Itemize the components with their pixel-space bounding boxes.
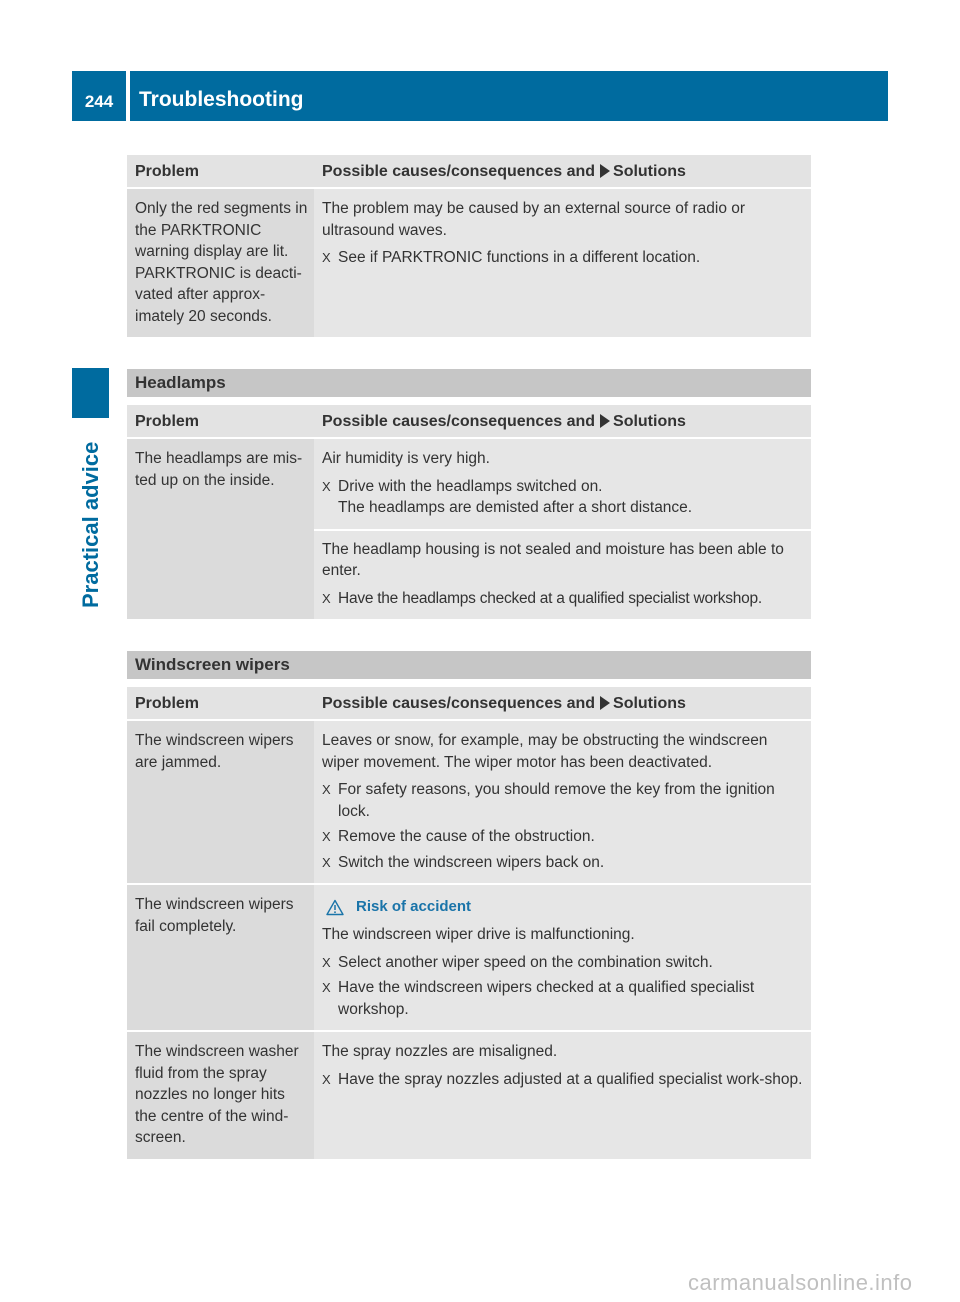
play-arrow-icon [600, 414, 610, 428]
problem-col-header: Problem [135, 413, 200, 430]
table-row [127, 439, 811, 621]
warning-triangle-icon [326, 899, 344, 916]
action-marker-icon: X [322, 980, 331, 995]
header-divider [126, 71, 130, 121]
solution-block [314, 529, 811, 620]
problem-cell: The windscreen wipers fail completely. [127, 885, 314, 1030]
action-step: X Have the windscreen wipers checked at a qualified specialist workshop. [322, 977, 805, 1020]
section-title-wipers: Windscreen wipers [127, 651, 811, 679]
problem-cell: The headlamps are mis-ted up on the inside. [127, 439, 314, 619]
solution-block [314, 439, 811, 529]
action-step: X Select another wiper speed on the combination switch. [322, 952, 805, 974]
solutions-cell [314, 1032, 811, 1159]
action-marker-icon: X [322, 590, 331, 606]
result-text: The headlamps are demisted after a short distance. [338, 499, 693, 516]
problem-cell: Only the red segments in the PARKTRONIC warning display are lit. PARKTRONIC is deacti-vated after approx-imately 20 seconds. [127, 189, 314, 337]
play-arrow-icon [600, 696, 610, 710]
action-step: X See if PARKTRONIC functions in a different location. [322, 247, 805, 269]
warning-label: Risk of accident [356, 898, 472, 915]
cause-text: The spray nozzles are misaligned. [322, 1043, 558, 1060]
table-row [127, 885, 811, 1032]
solutions-col-header: Possible causes/consequences and Solutions [322, 163, 686, 180]
solution-block [314, 189, 811, 332]
action-step: X Drive with the headlamps switched on. The headlamps are demisted after a short distance. [322, 476, 805, 519]
action-marker-icon: X [322, 854, 331, 870]
table-row [127, 1032, 811, 1161]
table-header-row [127, 687, 811, 721]
page-number: 244 [84, 92, 114, 111]
solution-block [314, 721, 811, 883]
section-title-headlamps: Headlamps [127, 369, 811, 397]
action-marker-icon: X [322, 954, 331, 970]
action-step: X Have the headlamps checked at a qualified specialist workshop. [322, 588, 805, 610]
action-marker-icon: X [322, 478, 331, 494]
page-header [72, 71, 888, 121]
cause-text: The windscreen wiper drive is malfunctioning. [322, 926, 635, 943]
warning-heading [322, 896, 805, 918]
solutions-cell [314, 721, 811, 883]
action-step: X Remove the cause of the obstruction. [322, 826, 805, 848]
problem-col-header: Problem [135, 163, 200, 180]
table-header-row [127, 405, 811, 439]
solutions-col-header: Possible causes/consequences and Solutions [322, 695, 686, 712]
side-tab-label: Practical advice [78, 441, 103, 608]
action-step: X Switch the windscreen wipers back on. [322, 852, 805, 874]
solutions-cell [314, 439, 811, 619]
solutions-cell [314, 189, 811, 337]
action-marker-icon: X [322, 1071, 331, 1087]
action-marker-icon: X [322, 829, 331, 844]
solutions-col-header: Possible causes/consequences and Solutions [322, 413, 686, 430]
wipers-table [127, 687, 811, 1161]
table-header-row [127, 155, 811, 189]
play-arrow-icon [600, 164, 610, 178]
headlamps-table [127, 405, 811, 621]
action-step: X Have the spray nozzles adjusted at a qualified specialist work-shop. [322, 1069, 805, 1091]
table-row [127, 721, 811, 885]
solution-block [314, 885, 811, 1030]
table-row [127, 189, 811, 339]
action-marker-icon: X [322, 782, 331, 797]
cause-text: Leaves or snow, for example, may be obstructing the windscreen wiper movement. The wiper motor has been deactivated. [322, 732, 768, 771]
watermark: carmanualsonline.info [688, 1270, 913, 1295]
solutions-cell [314, 885, 811, 1030]
problem-col-header: Problem [135, 695, 200, 712]
page-title: Troubleshooting [139, 88, 304, 111]
cause-text: Air humidity is very high. [322, 450, 490, 467]
action-step: X For safety reasons, you should remove the key from the ignition lock. [322, 779, 805, 822]
cause-text: The problem may be caused by an external source of radio or ultrasound waves. [322, 200, 746, 239]
problem-cell: The windscreen wipers are jammed. [127, 721, 314, 883]
solution-block [314, 1032, 811, 1100]
problem-cell: The windscreen washer fluid from the spray nozzles no longer hits the centre of the wind-screen. [127, 1032, 314, 1159]
action-marker-icon: X [322, 250, 331, 265]
cause-text: The headlamp housing is not sealed and moisture has been able to enter. [322, 540, 784, 579]
parktronic-table [127, 155, 811, 339]
